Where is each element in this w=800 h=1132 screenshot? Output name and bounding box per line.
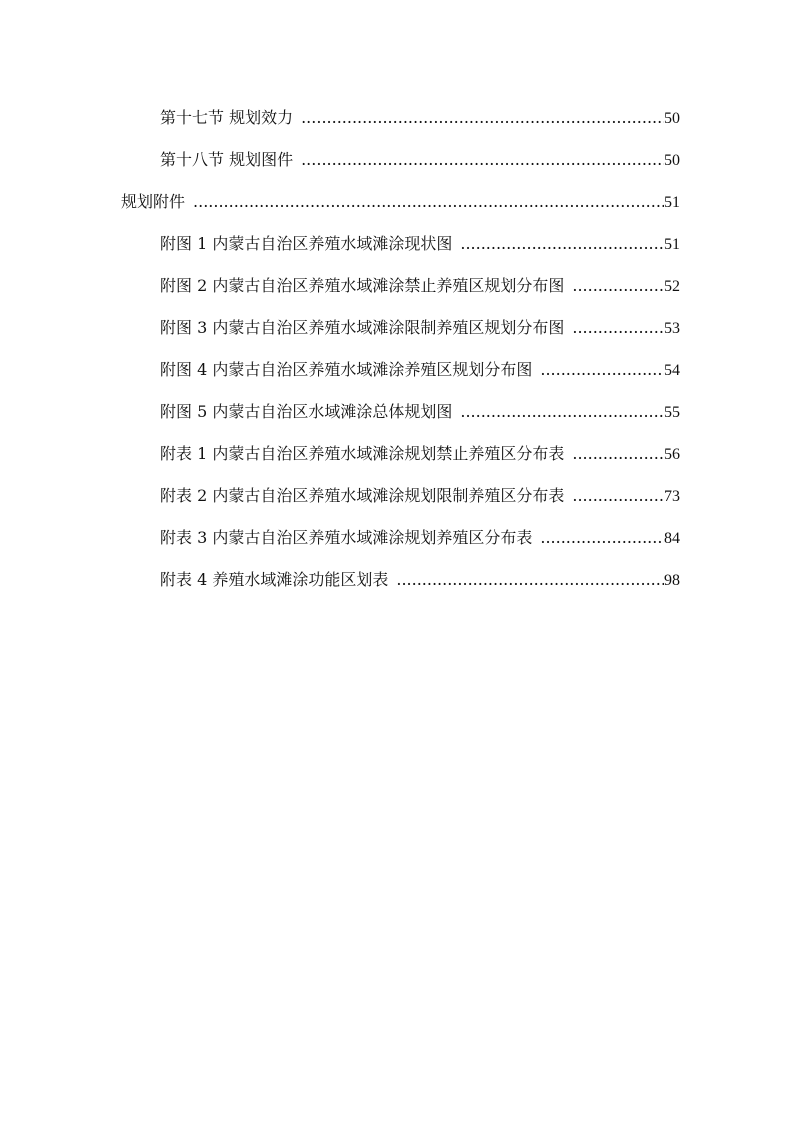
toc-entry-title: 附表 3 内蒙古自治区养殖水域滩涂规划养殖区分布表 [160, 528, 533, 547]
toc-entry-table-1[interactable] [0, 433, 800, 475]
toc-entry-title: 附图 3 内蒙古自治区养殖水域滩涂限制养殖区规划分布图 [160, 318, 565, 337]
toc-dot-leader [301, 139, 664, 181]
toc-dot-leader [540, 349, 664, 391]
toc-entry-title: 规划附件 [121, 192, 186, 211]
toc-entry-title: 附表 1 内蒙古自治区养殖水域滩涂规划禁止养殖区分布表 [160, 444, 565, 463]
toc-page-number: 50 [664, 110, 680, 127]
toc-page-number: 73 [664, 488, 680, 505]
toc-dot-leader [572, 307, 664, 349]
toc-page-number: 50 [664, 152, 680, 169]
toc-page-number: 51 [664, 236, 680, 253]
toc-page-number: 53 [664, 320, 680, 337]
toc-page-number: 51 [664, 194, 680, 211]
toc-entry-figure-2[interactable] [0, 265, 800, 307]
toc-entry-figure-4[interactable] [0, 349, 800, 391]
toc-entry-appendix[interactable] [0, 181, 800, 223]
toc-dot-leader [396, 559, 664, 601]
toc-page-number: 56 [664, 446, 680, 463]
toc-page-number: 54 [664, 362, 680, 379]
toc-entry-title: 附表 2 内蒙古自治区养殖水域滩涂规划限制养殖区分布表 [160, 486, 565, 505]
toc-dot-leader [572, 475, 664, 517]
toc-entry-title: 附图 4 内蒙古自治区养殖水域滩涂养殖区规划分布图 [160, 360, 533, 379]
toc-dot-leader [460, 391, 664, 433]
toc-entry-title: 附图 1 内蒙古自治区养殖水域滩涂现状图 [160, 234, 453, 253]
toc-dot-leader [193, 181, 664, 223]
toc-entry-table-3[interactable] [0, 517, 800, 559]
toc-dot-leader [460, 223, 664, 265]
toc-entry-title: 附表 4 养殖水域滩涂功能区划表 [160, 570, 389, 589]
toc-entry-title: 第十七节 规划效力 [160, 108, 294, 127]
toc-entry-title: 附图 2 内蒙古自治区养殖水域滩涂禁止养殖区规划分布图 [160, 276, 565, 295]
toc-entry-table-2[interactable] [0, 475, 800, 517]
toc-page-number: 84 [664, 530, 680, 547]
toc-entry-title: 附图 5 内蒙古自治区水域滩涂总体规划图 [160, 402, 453, 421]
toc-dot-leader [540, 517, 664, 559]
toc-entry-table-4[interactable] [0, 559, 800, 601]
toc-entry-figure-5[interactable] [0, 391, 800, 433]
toc-entry-title: 第十八节 规划图件 [160, 150, 294, 169]
toc-page-number: 55 [664, 404, 680, 421]
table-of-contents [0, 97, 800, 601]
toc-entry-section-17[interactable] [0, 97, 800, 139]
toc-dot-leader [572, 265, 664, 307]
toc-dot-leader [301, 97, 664, 139]
toc-entry-figure-3[interactable] [0, 307, 800, 349]
toc-page-number: 98 [664, 572, 680, 589]
toc-dot-leader [572, 433, 664, 475]
toc-entry-figure-1[interactable] [0, 223, 800, 265]
toc-page-number: 52 [664, 278, 680, 295]
toc-entry-section-18[interactable] [0, 139, 800, 181]
